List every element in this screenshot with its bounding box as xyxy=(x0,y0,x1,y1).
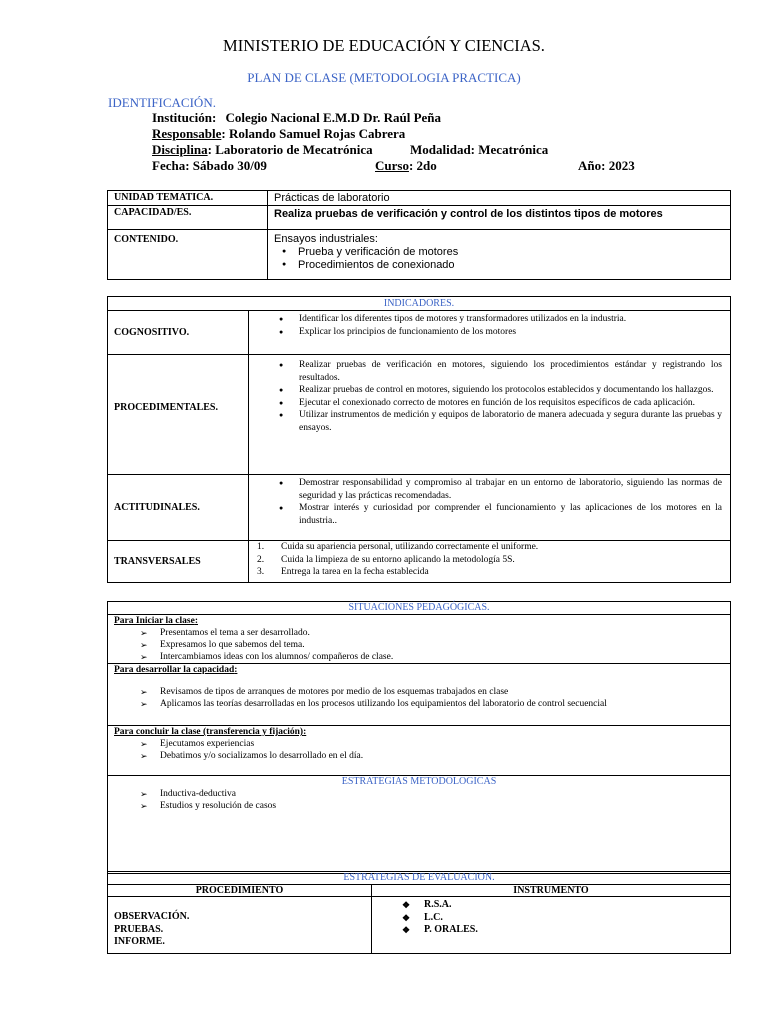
instrumento-item: ❖ L.C. xyxy=(402,912,730,925)
anio-line: Año: 2023 xyxy=(578,158,635,173)
actitudinales-cell xyxy=(249,475,731,541)
iniciar-title: Para Iniciar la clase: xyxy=(114,616,198,626)
indicator-item: ● Explicar los principios de funcionamiento de los motores xyxy=(271,326,722,339)
contenido-item: ● Prueba y verificación de motores xyxy=(274,246,724,259)
procedimiento-item: PRUEBAS. xyxy=(114,923,164,935)
indicator-item: ● Demostrar responsabilidad y compromiso al trabajar en un entorno de laboratorio, siguiendo las normas de seguridad y las prácticas recomendadas. xyxy=(271,477,722,502)
transversales-cell xyxy=(249,541,731,583)
disciplina-value: : Laboratorio de Mecatrónica xyxy=(207,142,373,157)
estrategia-item: ➢ Estudios y resolución de casos xyxy=(140,800,730,812)
desarrollar-item: ➢ Revisamos de tipos de arranques de motores por medio de los esquemas trabajados en clase xyxy=(140,686,730,698)
procedimentales-cell xyxy=(249,355,731,475)
situations-table xyxy=(107,601,731,874)
indicator-item: ● Realizar pruebas de verificación en motores, siguiendo los procedimientos estándar y registrando los resultados. xyxy=(271,359,722,384)
plan-subtitle: PLAN DE CLASE (METODOLOGIA PRACTICA) xyxy=(247,70,521,85)
iniciar-item: ➢ Intercambiamos ideas con los alumnos/ compañeros de clase. xyxy=(140,651,730,663)
procedimiento-item: OBSERVACIÓN. xyxy=(114,911,190,922)
cognositivo-label: COGNOSITIVO. xyxy=(108,311,249,355)
desarrollar-title: Para desarrollar la capacidad: xyxy=(114,665,238,675)
desarrollar-cell xyxy=(108,664,731,726)
institucion-label: Institución: xyxy=(152,110,217,125)
estrategias-cell xyxy=(108,776,731,874)
capacidad-value: Realiza pruebas de verificación y control de los distintos tipos de motores xyxy=(268,206,731,230)
iniciar-cell xyxy=(108,615,731,664)
unit-table xyxy=(107,190,731,280)
institucion-line xyxy=(152,110,441,126)
iniciar-item: ➢ Presentamos el tema a ser desarrollado. xyxy=(140,627,730,639)
indicators-table xyxy=(107,296,731,583)
transversal-item: 3. Entrega la tarea en la fecha establecida xyxy=(257,567,429,577)
indicator-item: ● Utilizar instrumentos de medición y equipos de laboratorio de manera adecuada y segura durante las pruebas y ensayos. xyxy=(271,409,722,434)
indicator-item: ● Ejecutar el conexionado correcto de motores en función de los requisitos específicos de cada aplicación. xyxy=(271,397,722,410)
procedimiento-item: INFORME. xyxy=(114,936,165,947)
actitudinales-label: ACTITUDINALES. xyxy=(108,475,249,541)
concluir-item: ➢ Debatimos y/o socializamos lo desarrollado en el día. xyxy=(140,750,730,762)
indicators-heading: INDICADORES. xyxy=(108,297,731,311)
transversales-label: TRANSVERSALES xyxy=(108,541,249,583)
desarrollar-item: ➢ Aplicamos las teorías desarrolladas en los procesos utilizando los equipamientos del laboratorio de control secuencial xyxy=(140,698,730,710)
iniciar-item: ➢ Expresamos lo que sabemos del tema. xyxy=(140,639,730,651)
disciplina-line xyxy=(152,142,373,158)
instrumento-item: ❖ P. ORALES. xyxy=(402,924,730,937)
concluir-cell xyxy=(108,726,731,776)
curso-value: : 2do xyxy=(408,158,437,173)
modalidad-line: Modalidad: Mecatrónica xyxy=(410,142,549,157)
contenido-intro: Ensayos industriales: xyxy=(274,233,378,245)
indicator-item: ● Realizar pruebas de control en motores, siguiendo los protocolos establecidos y documentando los hallazgos. xyxy=(271,384,722,397)
transversal-item: 1. Cuida su apariencia personal, utilizando correctamente el uniforme. xyxy=(257,542,539,552)
procedimientos-cell xyxy=(108,897,372,954)
evaluation-heading: ESTRATEGIAS DE EVALUACION. xyxy=(108,872,731,885)
institucion-value: Colegio Nacional E.M.D Dr. Raúl Peña xyxy=(225,110,442,125)
indicator-item: ● Mostrar interés y curiosidad por comprender el funcionamiento y las aplicaciones de los motores en la industria.. xyxy=(271,502,722,527)
cognositivo-cell xyxy=(249,311,731,355)
estrategia-item: ➢ Inductiva-deductiva xyxy=(140,788,730,800)
contenido-label: CONTENIDO. xyxy=(108,230,268,280)
evaluation-table xyxy=(107,871,731,954)
instrumento-header: INSTRUMENTO xyxy=(372,885,731,897)
concluir-item: ➢ Ejecutamos experiencias xyxy=(140,738,730,750)
responsable-value: : Rolando Samuel Rojas Cabrera xyxy=(221,126,406,141)
page-title: MINISTERIO DE EDUCACIÓN Y CIENCIAS. xyxy=(223,36,545,55)
disciplina-label: Disciplina xyxy=(152,142,208,157)
instrumento-item: ❖ R.S.A. xyxy=(402,899,730,912)
procedimiento-header: PROCEDIMIENTO xyxy=(108,885,372,897)
capacidad-label: CAPACIDAD/ES. xyxy=(108,206,268,230)
curso-label: Curso xyxy=(375,158,409,173)
transversal-item: 2. Cuida la limpieza de su entorno aplicando la metodología 5S. xyxy=(257,554,515,565)
responsable-label: Responsable xyxy=(152,126,222,141)
curso-line xyxy=(375,158,437,174)
contenido-cell xyxy=(268,230,731,280)
estrategias-heading: ESTRATEGIAS METODOLOGICAS xyxy=(341,776,497,787)
identification-heading: IDENTIFICACIÓN. xyxy=(108,95,216,110)
situations-heading: SITUACIONES PEDAGÓGICAS. xyxy=(108,602,731,615)
unidad-value: Prácticas de laboratorio xyxy=(268,191,731,206)
procedimentales-label: PROCEDIMENTALES. xyxy=(108,355,249,475)
contenido-item: ● Procedimientos de conexionado xyxy=(274,259,724,272)
indicator-item: ● Identificar los diferentes tipos de motores y transformadores utilizados en la industria. xyxy=(271,313,722,326)
unidad-label: UNIDAD TEMATICA. xyxy=(108,191,268,206)
concluir-title: Para concluir la clase (transferencia y fijación): xyxy=(114,727,307,737)
instrumentos-cell xyxy=(372,897,731,954)
responsable-line xyxy=(152,126,405,142)
fecha-line: Fecha: Sábado 30/09 xyxy=(152,158,267,173)
